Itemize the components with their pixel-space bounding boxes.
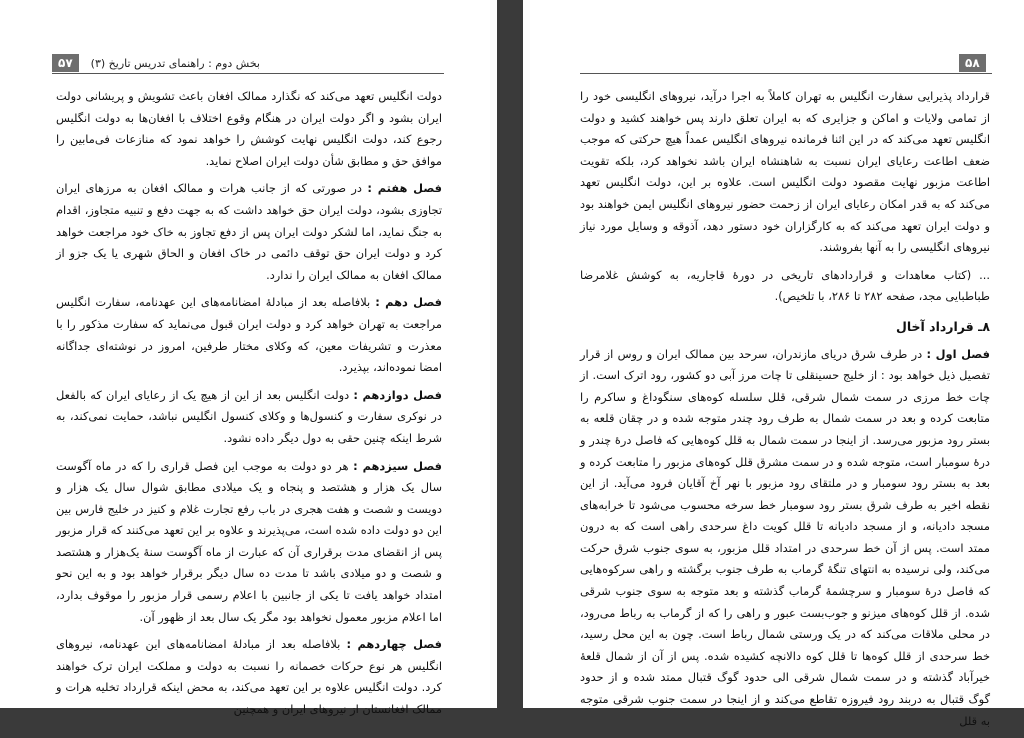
paragraph xyxy=(56,385,442,450)
paragraph-text: دولت انگلیس تعهد می‌کند که نگذارد ممالک افغان باعث تشویش و پریشانی دولت ایران بشود و اگر دولت ایران در هنگام وقوع اختلاف با افغان‌ها به دولت انگلیس رجوع کند، دولت انگلیس نهایت کوشش را خواهد نمود که منازعات فی‌مابین را موافق حق و مطابق شأن دولت ایران اصلاح نماید. xyxy=(56,89,442,168)
paragraph-text: قرارداد پذیرایی سفارت انگلیس به تهران کاملاً به اجرا درآید، نیروهای انگلیسی خود را از تمامی ولایات و اماکن و جزایری که به ایران تعلق دارند پس خواهند کشید و دولت انگلیس تعهد می‌کند که در این اثنا فرمانده نیروهای انگلیس عمداً هیچ حرکتی که موجب ضعف اطاعت رعایای ایران نسبت به شاهنشاه ایران باشد نخواهد کرد، بلکه تقویت اطاعت مزبور نهایت مقصود دولت انگلیس است. علاوه بر این، دولت انگلیس تعهد می‌کند که به قدر امکان رعایای ایران از زحمت حضور نیروهای انگلیس ایمن خواهند بود و دولت ایران تعهد می‌کند که به کارگزاران خود دستور دهد، آذوقه و وسایل مورد نیاز نیروهای انگلیسی را به آنها بفروشند. xyxy=(580,89,990,255)
right-running-head xyxy=(959,53,989,73)
paragraph-text: هر دو دولت به موجب این فصل قراری را که در ماه آگوست سال یک هزار و هشتصد و پنجاه و یک میلادی مطابق شوال سال یک هزار و دویست و شصت و هفت هجری در باب رفع تجارت غلام و کنیز در خلیج فارس بین این دو دولت داده شده است، می‌پذیرند و علاوه بر این تعهد می‌کنند که قرار مزبور پس از انقضای مدت برقراری آن که عبارت از ماه آگوست سنهٔ یک‌هزار و هشتصد و شصت و دو میلادی باشد تا مدت ده سال دیگر برقرار خواهد بود و به این نحو امتداد خواهد یافت تا یکی از جانبین با اعلام رسمی قرار مزبور را موقوف بدارد، اما اعلام مزبور معمول نخواهد بود مگر یک سال بعد از ظهور آن. xyxy=(56,458,442,624)
paragraph-text: ... (کتاب معاهدات و قراردادهای تاریخی در دورهٔ قاجاریه، به کوشش غلامرضا طباطبایی مجد، صفحه ۲۸۲ تا ۲۸۶، با تلخیص). xyxy=(580,267,990,304)
paragraph-label: فصل هفتم : xyxy=(367,181,443,196)
paragraph-text: در طرف شرق دریای مازندران، سرحد بین ممالک ایران و روس از قرار تفصیل ذیل خواهد بود : از خلیج حسینقلی تا چات مرز آبی دو کشور، رود اترک است. از چات خط مرزی در سمت شمال شرقی، قلل سلسله کوه‌های سنگوداغ و ساکرم را متابعت کرده و بعد در سمت شمال به طرف رود چندر متوجه شده و در چقان قلعه به بستر رود مزبور می‌رسد. از اینجا در سمت شمال به قلل کوه‌هایی که فاصل درهٔ چندر و درهٔ سومبار است، متوجه شده و در سمت مشرق قلل کوه‌های مزبور را متابعت کرده و بعد به بستر رود سومبار و در ملتقای رود مزبور با نهر آخ آقایان فرود می‌آید. از این نقطه اخیر به طرف شرق بستر رود سومبار خط سرخه محسوب می‌شود تا خرابه‌های مسجد دادیانه، و از مسجد دادیانه تا قلل کویت داغ سرحدی راهی است که به درون ممتد است. پس از آن خط سرحدی در امتداد قلل مزبور، به سوی جنوب شرق حرکت می‌کند، ولی نرسیده به انتهای تنگهٔ گرماب به طرف جنوب برگشته و راهی سرکوه‌هایی که فاصل درهٔ سومبار و سرچشمهٔ گرماب گذشته و بعد متوجه به سوی جنوب شرقی شده. از قلل کوه‌های میزنو و جوب‌بست عبور و راهی را که از گرماب به رباط می‌رود، در محلی ملاقات می‌کند که در یک ورستی شمال رباط است. چون به این محل رسید، خط سرحدی از قلل کوه‌ها تا قلل کوه دالانچه کشیده شده. پس از آن از شمال قلعهٔ خیرآباد گذشته و در سمت شمال شرقی الی حدود گوگ قتبال ممتد شده و از حدود گوگ قتبال به دربند رود فیروزه تقاطع می‌کند و از اینجا در سمت جنوب شرقی متوجه به قلل xyxy=(580,346,990,728)
paragraph-label: فصل سیزدهم : xyxy=(353,458,443,473)
paragraph xyxy=(56,178,442,286)
right-paragraphs xyxy=(580,86,990,308)
right-page xyxy=(523,0,1024,728)
left-body-text xyxy=(56,86,442,727)
left-head-rule xyxy=(52,73,444,74)
right-body-text xyxy=(580,86,990,738)
paragraph xyxy=(580,265,990,308)
paragraph xyxy=(580,86,990,259)
paragraph xyxy=(56,86,442,172)
paragraph-label: فصل دهم : xyxy=(375,295,443,310)
left-page xyxy=(0,0,497,717)
paragraph xyxy=(56,634,442,720)
paragraph-label: فصل اول : xyxy=(926,346,990,361)
paragraph xyxy=(56,456,442,629)
paragraph-text: بلافاصله بعد از مبادلهٔ امضانامه‌های این عهدنامه، سفارت انگلیس مراجعت به تهران خواهد کرد و دولت ایران قبول می‌نماید که سفارت مذکور را با معذرت و تشریفات معین، که وکلای مختار طرفین، امروز در نوشته‌ای جداگانه امضا نموده‌اند، بپذیرد. xyxy=(56,295,442,375)
left-running-head xyxy=(52,53,444,73)
section-paragraphs xyxy=(580,344,990,733)
paragraph-text: در صورتی که از جانب هرات و ممالک افغان به مرزهای ایران تجاوزی بشود، دولت ایران حق خواهد داشت که به جهت دفع و تنبیه متجاوز، اقدام به جنگ نماید، اما لشکر دولت ایران پس از دفع تجاوز به خاک خود مراجعت خواهد کرد و دولت ایران حق توقف دائمی در خاک افغان و الحاق شهری یا یک جزو از ممالک افغان به ممالک ایران را ندارد. xyxy=(56,181,442,282)
right-page-number: ۵۸ xyxy=(959,54,986,72)
paragraph xyxy=(56,292,442,378)
left-page-number: ۵۷ xyxy=(52,54,79,72)
paragraph-text: دولت انگلیس بعد از این از هیچ یک از رعایای ایران که بالفعل در نوکری سفارت و کنسول‌ها و وکلای کنسول انگلیس نباشد، حمایت نمی‌کند، به شرط اینکه چنین حقی به دول دیگر داده نشود. xyxy=(56,387,442,445)
paragraph-label: فصل دوازدهم : xyxy=(353,387,442,402)
section-title: ۸ـ قرارداد آخال xyxy=(895,318,990,334)
paragraph-text: بلافاصله بعد از مبادلهٔ امضانامه‌های این عهدنامه، نیروهای انگلیس هر نوع حرکات خصمانه را نسبت به دولت و مملکت ایران ترک خواهند کرد. دولت انگلیس علاوه بر این تعهد می‌کند، به محض اینکه قرارداد تخلیه هرات و ممالک افغانستان از نیروهای ایران و همچنین xyxy=(56,637,442,717)
paragraph-label: فصل چهاردهم : xyxy=(346,637,442,652)
left-running-head-title: بخش دوم : راهنمای تدریس تاریخ (۳) xyxy=(90,56,260,70)
right-head-rule xyxy=(580,73,992,74)
paragraph xyxy=(580,344,990,733)
